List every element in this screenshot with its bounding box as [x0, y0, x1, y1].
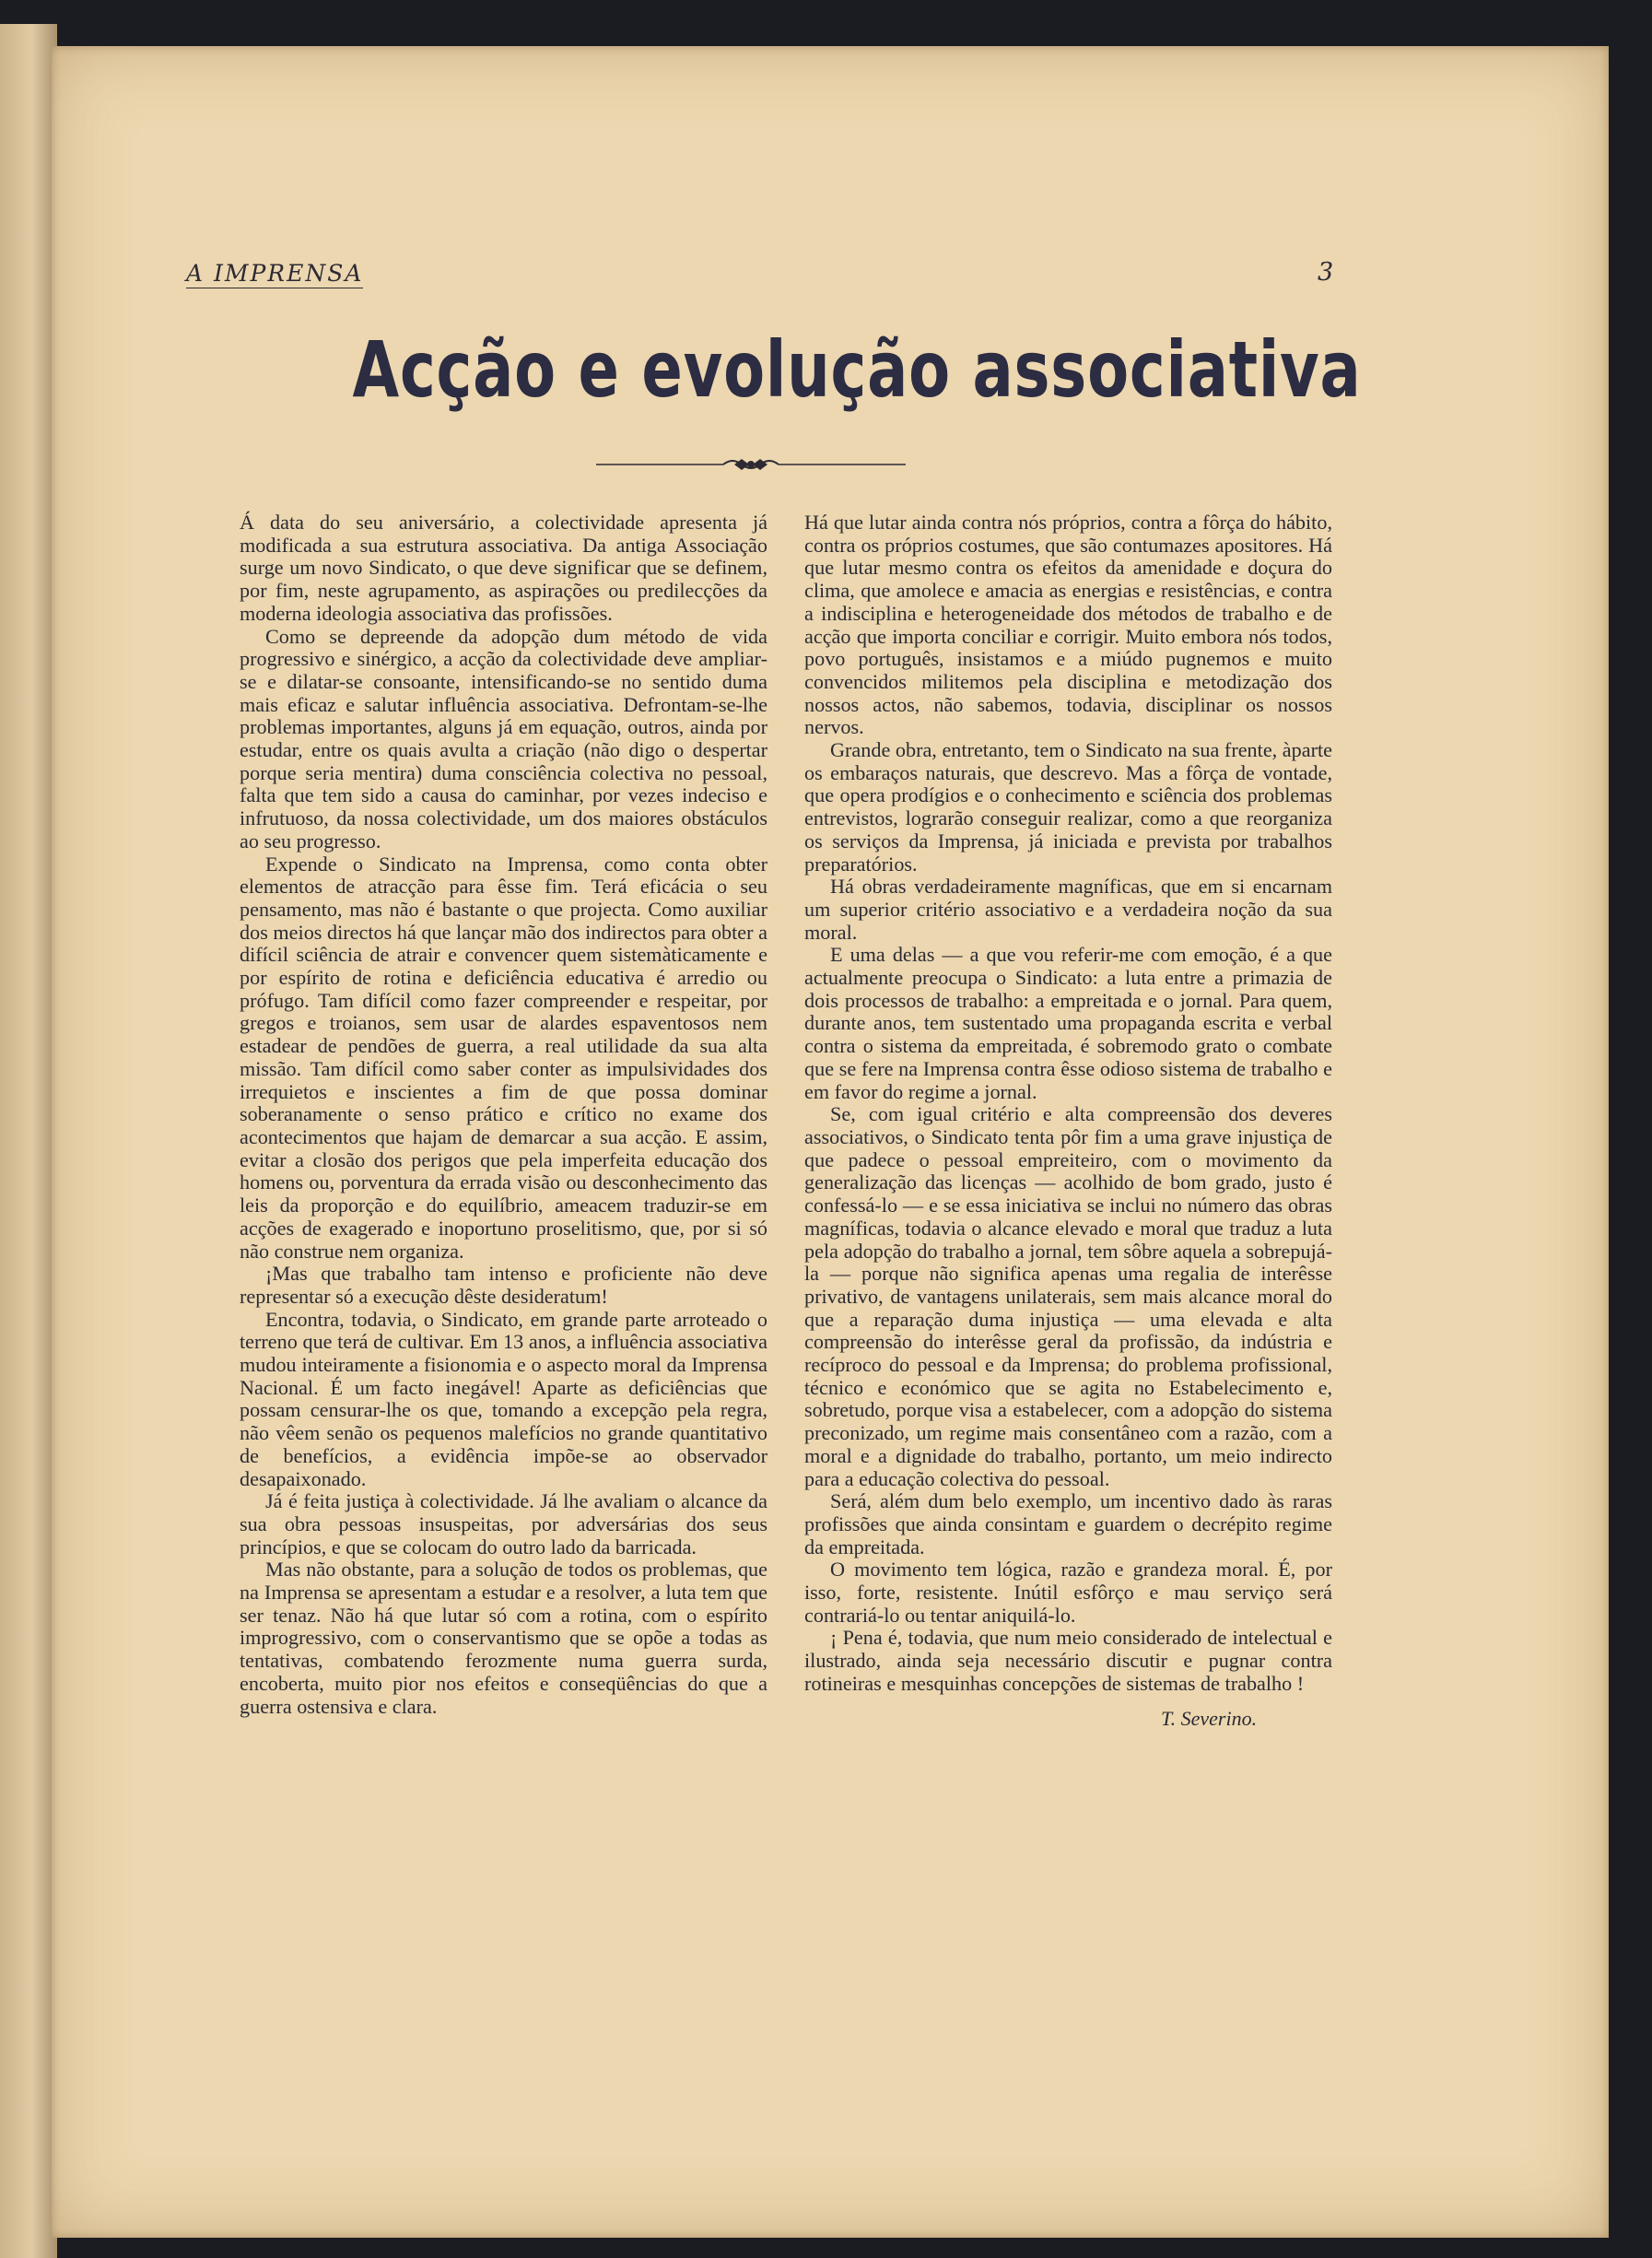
- previous-page-edge: [0, 24, 57, 2258]
- running-head: A IMPRENSA: [186, 260, 364, 287]
- article-title: Acção e evolução associativa: [352, 324, 1362, 415]
- paragraph: Expende o Sindicato na Imprensa, como conta obter elementos de atracção para êsse fim. Terá eficácia o seu pensamento, mas não é bastante o que projecta. Como auxiliar dos meios directos há que lançar mão dos indirectos para obter a difícil sciência de atrair e convencer quem sistemàticamente e por espírito de rotina e deficiência educativa é arredio ou prófugo. Tam difícil como fazer compreender e respeitar, por gregos e troianos, sem usar de alardes espaventosos nem estadear de pendões de guerra, a real utilidade da sua alta missão. Tam difícil como saber conter as impulsividades dos irrequietos e inscientes a fim de que possa dominar soberanamente o senso prático e crítico no exame dos acontecimentos que hajam de demarcar a sua acção. E assim, evitar a closão dos perigos que pela imperfeita educação dos homens ou, porventura da errada visão ou desconhecimento das leis da proporção e do equilíbrio, ameacem traduzir-se em acções de exagerado e inoportuno proselitismo, que, por si só não construe nem organiza.: [240, 852, 767, 1263]
- paragraph: Grande obra, entretanto, tem o Sindicato na sua frente, àparte os embaraços naturais, que descrevo. Mas a fôrça de vontade, que opera prodígios e o conhecimento e sciência dos problemas entrevistos, lograrão conseguir realizar, como a que reorganiza os serviços da Imprensa, já iniciada e prevista por trabalhos preparatórios.: [804, 738, 1332, 876]
- paragraph: Como se depreende da adopção dum método de vida progressivo e sinérgico, a acção da colectividade deve ampliar-se e dilatar-se consoante, intensificando-se no sentido duma mais eficaz e salutar influência associativa. Defrontam-se-lhe problemas importantes, alguns já em equação, outros, ainda por estudar, entre os quais avulta a criação (não digo o despertar porque seria mentira) duma consciência colectiva no pessoal, falta que tem sido a causa do caminhar, por vezes indeciso e infrutuoso, da nossa colectividade, um dos maiores obstáculos ao seu progresso.: [240, 624, 767, 853]
- paragraph: Já é feita justiça à colectividade. Já lhe avaliam o alcance da sua obra pessoas insuspeitas, por adversárias dos seus princípios, e que se colocam do outro lado da barricada.: [240, 1489, 767, 1558]
- paragraph: E uma delas — a que vou referir-me com emoção, é a que actualmente preocupa o Sindicato: a luta entre a primazia de dois processos de trabalho: a empreitada e o jornal. Para quem, durante anos, tem sustentado uma propaganda escrita e verbal contra o sistema da empreitada, é sobremodo grato o combate que se fere na Imprensa contra êsse odioso sistema de trabalho e em favor do regime a jornal.: [804, 943, 1332, 1103]
- author-signature: T. Severino.: [1161, 1707, 1258, 1730]
- paragraph: Encontra, todavia, o Sindicato, em grande parte arroteado o terreno que terá de cultivar. Em 13 anos, a influência associativa mudou inteiramente a fisionomia e o aspecto moral da Imprensa Nacional. É um facto inegável! Aparte as deficiências que possam censurar-lhe os que, tomando a excepção pela regra, não vêem senão os pequenos malefícios no grande quantitativo de benefícios, a evidência impõe-se ao observador desapaixonado.: [240, 1307, 767, 1490]
- paragraph: Será, além dum belo exemplo, um incentivo dado às raras profissões que ainda consintam e guardem o decrépito regime da empreitada.: [804, 1489, 1332, 1558]
- paragraph: ¡Mas que trabalho tam intenso e proficiente não deve representar só a execução dêste desideratum!: [240, 1262, 767, 1308]
- article-right-column: [804, 512, 1332, 1696]
- article-left-column: [240, 512, 767, 1718]
- paragraph: O movimento tem lógica, razão e grandeza moral. É, por isso, forte, resistente. Inútil esfôrço e mau serviço será contrariá-lo ou tentar aniquilá-lo.: [804, 1558, 1332, 1627]
- paragraph: ¡ Pena é, todavia, que num meio considerado de intelectual e ilustrado, ainda seja necessário discutir e pugnar contra rotineiras e mesquinhas concepções de sistemas de trabalho !: [804, 1626, 1332, 1695]
- ornament-divider-icon: [594, 455, 908, 474]
- page-number: 3: [1318, 258, 1334, 287]
- paragraph: Mas não obstante, para a solução de todos os problemas, que na Imprensa se apresentam a estudar e a resolver, a luta tem que ser tenaz. Não há que lutar só com a rotina, com o espírito improgressivo, com o conservantismo que se opõe a todas as tentativas, combatendo ferozmente numa guerra surda, encoberta, muito pior nos efeitos e conseqüências do que a guerra ostensiva e clara.: [240, 1558, 767, 1718]
- paragraph: Á data do seu aniversário, a colectividade apresenta já modificada a sua estrutura associativa. Da antiga Associação surge um novo Sindicato, o que deve significar que se definem, por fim, neste agrupamento, as aspirações ou predilecções da moderna ideologia associativa das profissões.: [240, 511, 767, 625]
- paragraph: Se, com igual critério e alta compreensão dos deveres associativos, o Sindicato tenta pôr fim a uma grave injustiça de que padece o pessoal empreiteiro, com o movimento da generalização das licenças — acolhido de bom grado, justo é confessá-lo — e se essa iniciativa se inclui no número das obras magníficas, todavia o alcance elevado e moral que traduz a luta pela adopção do trabalho a jornal, tem sôbre aquela a sobrepujá-la — porque não significa apenas uma regalia de interêsse privativo, de vantagens unilaterais, sem mais alcance moral do que a reparação duma injustiça — uma elevada e alta compreensão do interêsse geral da profissão, da indústria e recíproco do pessoal e da Imprensa; do problema profissional, técnico e económico que se agita no Estabelecimento e, sobretudo, porque visa a estabelecer, com a adopção do sistema preconizado, um regime mais consentâneo com a razão, com a moral e a dignidade do trabalho, portanto, um meio indirecto para a educação colectiva do pessoal.: [804, 1102, 1332, 1490]
- paragraph: Há obras verdadeiramente magníficas, que em si encarnam um superior critério associativo e a verdadeira noção da sua moral.: [804, 875, 1332, 944]
- paragraph: Há que lutar ainda contra nós próprios, contra a fôrça do hábito, contra os próprios costumes, que são contumazes apositores. Há que lutar mesmo contra os efeitos da amenidade e doçura do clima, que amolece e amacia as energias e resistências, e contra a indisciplina e heterogeneidade dos métodos de trabalho e de acção que importa conciliar e corrigir. Muito embora nós todos, povo português, insistamos e a miúdo pugnemos e muito convencidos militemos pela disciplina e metodização dos nossos actos, não sabemos, todavia, disciplinar os nossos nervos.: [804, 511, 1332, 739]
